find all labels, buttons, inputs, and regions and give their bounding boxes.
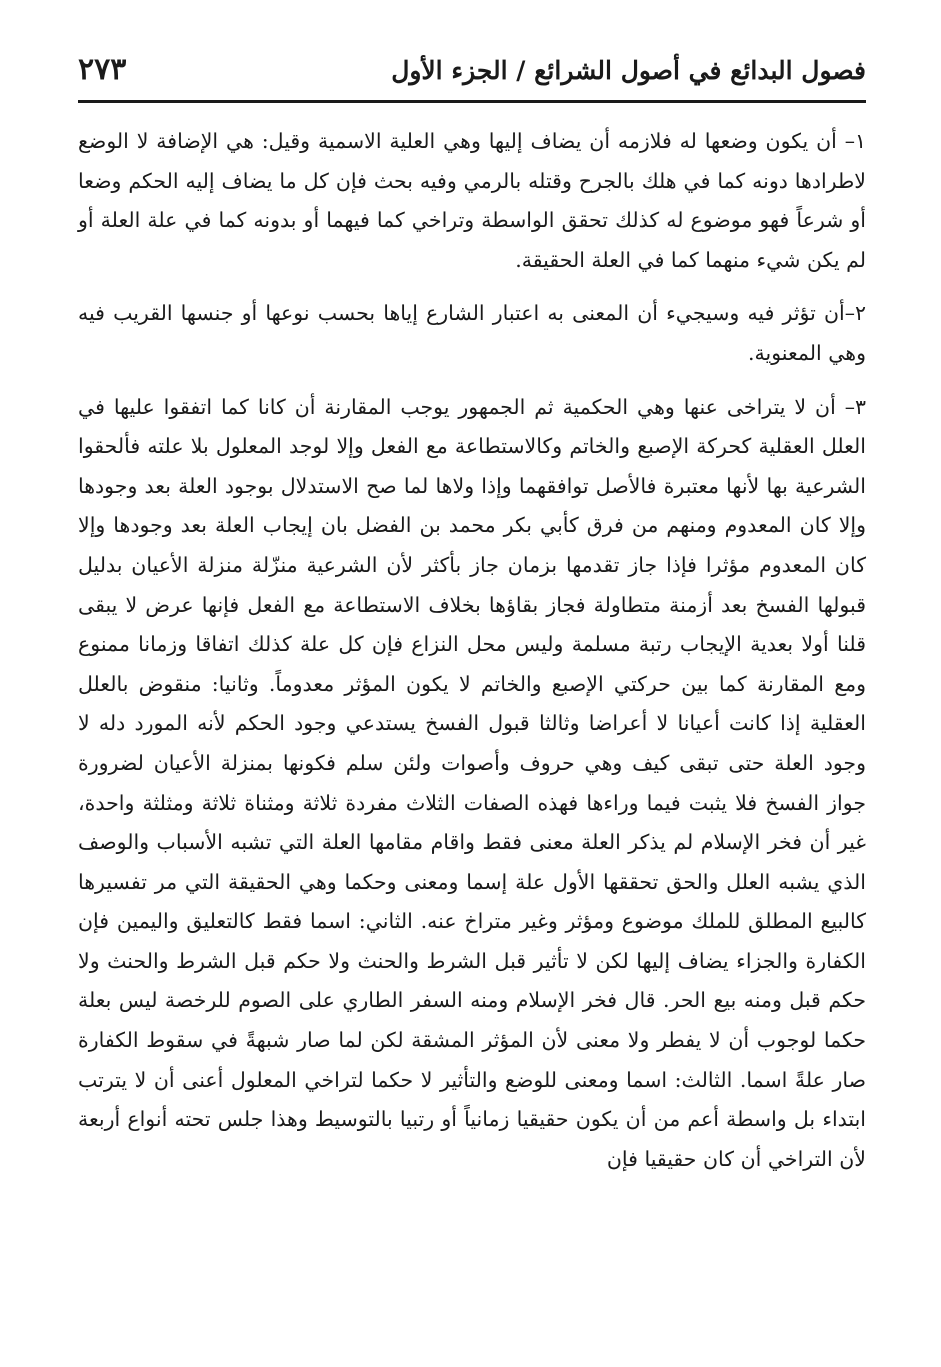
body-text [78,122,866,1179]
running-title: فصول البدائع في أصول الشرائع / الجزء الأول [391,56,866,85]
page-header [78,52,866,103]
paragraph-3: ٣– أن لا يتراخى عنها وهي الحكمية ثم الجمهور يوجب المقارنة أن كانا كما اتفقوا عليها في العلل العقلية كحركة الإصبع والخاتم وكالاستطاعة مع الفعل وإلا لوجد المعلول بلا علته فألحقوا الشرعية بها لأنها معتبرة فالأصل توافقهما وإذا ولاها لما صح الاستدلال بوجود العلة بعد وجودها وإلا كان المعدوم ومنهم من فرق كأبي بكر محمد بن الفضل بان إيجاب العلة بعد وجودها وإلا كان المعدوم مؤثرا فإذا جاز تقدمها بزمان جاز بأكثر لأن الشرعية منزّلة منزلة الأعيان بدليل قبولها الفسخ بعد أزمنة متطاولة فجاز بقاؤها بخلاف الاستطاعة مع الفعل فإنها عرض لا يبقى قلنا أولا بعدية الإيجاب رتبة مسلمة وليس محل النزاع فإن كل علة كذلك اتفاقا وزمانا ممنوع ومع المقارنة كما بين حركتي الإصبع والخاتم لا يكون المؤثر معدوماً. وثانيا: منقوض بالعلل العقلية إذا كانت أعيانا لا أعراضا وثالثا قبول الفسخ يستدعي وجود الحكم لأنه المورد دله لا وجود العلة حتى تبقى كيف وهي حروف وأصوات ولئن سلم فكونها بمنزلة الأعيان لضرورة جواز الفسخ فلا يثبت فيما وراءها فهذه الصفات الثلاث مفردة ثلاثة ومثناة ثلاثة ومثلثة واحدة، غير أن فخر الإسلام لم يذكر العلة معنى فقط واقام مقامها العلة التي تشبه الأسباب والوصف الذي يشبه العلل والحق تحققها الأول علة إسما ومعنى وحكما وهي الحقيقة التي مر تفسيرها كالبيع المطلق للملك موضوع ومؤثر وغير متراخ عنه. الثاني: اسما فقط كالتعليق واليمين فإن الكفارة والجزاء يضاف إليها لكن لا تأثير قبل الشرط والحنث ولا حكم قبل الشرط والحنث ولا حكم قبل ومنه بيع الحر. قال فخر الإسلام ومنه السفر الطاري على الصوم للرخصة ليس بعلة حكما لوجوب أن لا يفطر ولا معنى لأن المؤثر المشقة لكن لما صار شبهةً في سقوط الكفارة صار علةً اسما. الثالث: اسما ومعنى للوضع والتأثير لا حكما لتراخي المعلول أعنى أن لا يترتب ابتداء بل واسطة أعم من أن يكون حقيقيا زمانياً أو رتبيا بالتوسيط وهذا جلس تحته أنواع أربعة لأن التراخي أن كان حقيقيا فإن [78,394,866,1171]
page-number: ٢٧٣ [78,52,127,87]
paragraph-2: ٢–أن تؤثر فيه وسيجيء أن المعنى به اعتبار الشارع إياها بحسب نوعها أو جنسها القريب فيه وهي المعنوية. [78,301,866,365]
paragraph-1: ١– أن يكون وضعها له فلازمه أن يضاف إليها وهي العلية الاسمية وقيل: هي الإضافة لا الوضع لاطرادها دونه كما في هلك بالجرح وقتله بالرمي وفيه بحث فإن كل ما يضاف إليه الحكم وضعا أو شرعاً فهو موضوع له كذلك تحقق الواسطة وتراخي كما فيهما أو بدونه كما في علة العلة أو لم يكن شيء منهما كما في العلة الحقيقة. [78,129,866,272]
